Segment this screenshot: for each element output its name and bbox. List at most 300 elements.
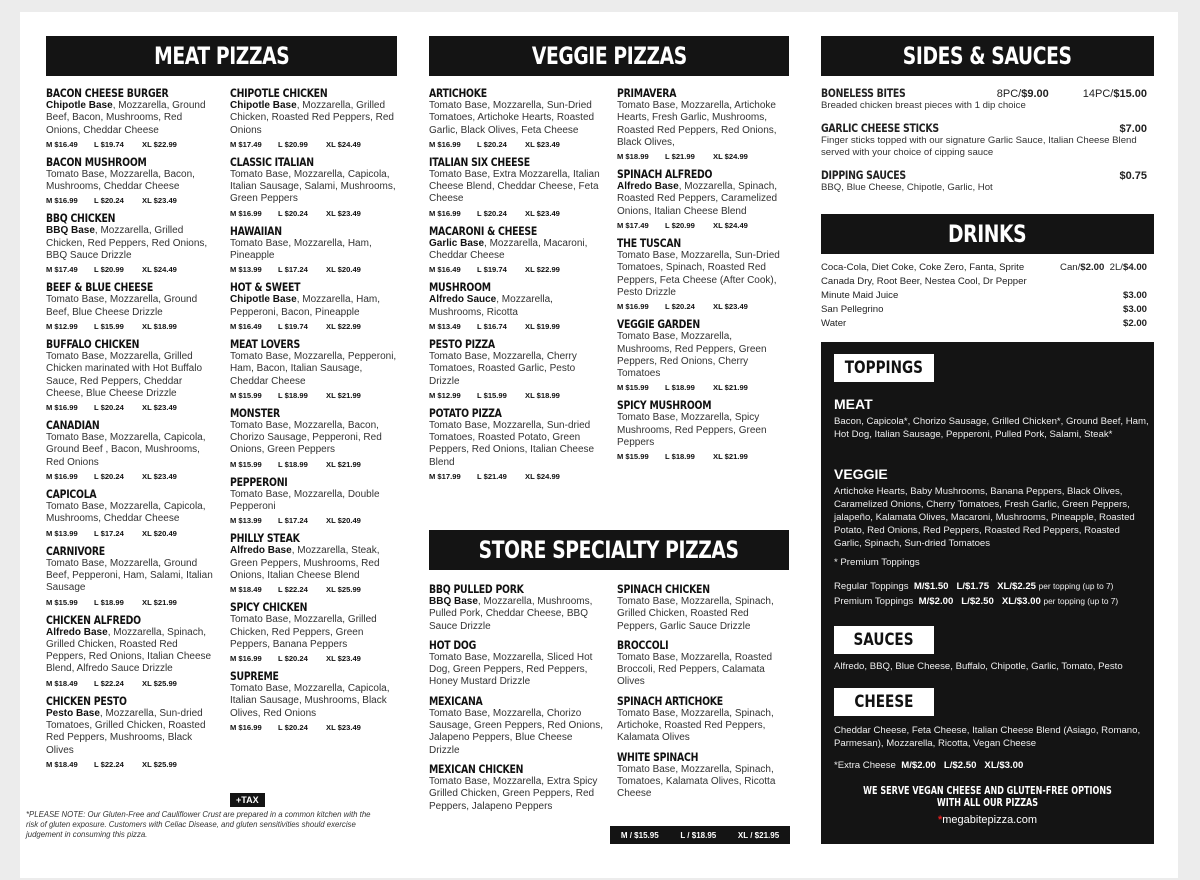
pizza-ingredients: , Mozzarella, Ham, Pepperoni, Bacon, Pineapple [230,294,381,318]
pizza-description [429,708,605,757]
pizza-prices [230,516,398,526]
veggie-pizza-list-left [429,86,605,487]
meat-toppings-title: MEAT [834,396,873,412]
pizza-name: MEXICANA [429,693,483,708]
pizza-description [46,225,218,262]
tax-badge: +TAX [230,793,265,807]
pizza-ingredients: Tomato Base, Mozzarella, Spicy Mushrooms, Red Peppers, Green Peppers [617,412,767,449]
pizza-ingredients: , Mozzarella, Mushrooms, Pulled Pork, Cheddar Cheese, BBQ Sauce Drizzle [429,596,593,632]
pizza-description [230,545,398,582]
pizza-base: Alfredo Base [230,545,292,557]
pizza-ingredients: Tomato Base, Mozzarella, Spinach, Tomatoes, Kalamata Olives, Ricotta Cheese [617,763,776,800]
pizza-prices [230,654,398,664]
pizza-description [617,412,789,449]
price-l: L $19.74 [477,265,507,275]
pizza-prices [617,302,789,312]
pizza-prices [46,472,218,482]
pizza-description [429,294,605,319]
pizza-description [617,331,789,380]
pizza-name: PESTO PIZZA [429,336,495,351]
pizza-prices [46,760,218,770]
price-l: L $22.24 [94,678,124,688]
pizza-base: Pesto Base [46,707,100,719]
pizza-item [429,406,605,482]
pizza-prices [230,460,398,470]
pizza-ingredients: , Mozzarella, Spinach, Roasted Red Peppers, Caramelized Onions, Italian Cheese Blend [617,181,778,217]
pizza-description [230,294,398,319]
price-l: L $18.99 [278,459,308,469]
price-l: L $18.99 [665,383,695,393]
toppings-panel [821,342,1154,844]
price-m: M $16.99 [46,196,78,206]
pizza-prices [230,391,398,401]
side-desc: BBQ, Blue Cheese, Chipotle, Garlic, Hot [821,182,993,193]
pizza-prices [46,140,218,150]
price-m: M $18.99 [617,152,649,162]
pizza-base: Alfredo Base [617,181,679,193]
price-m: M $17.49 [617,221,649,231]
pizza-description [429,420,605,469]
pizza-description [429,776,605,813]
pizza-ingredients: Tomato Base, Mozzarella, Sun-Dried Tomatoes, Artichoke Hearts, Roasted Garlic, Black Olives, Feta Cheese [429,100,595,136]
pizza-ingredients: , Mozzarella, Grilled Chicken, Red Peppers, Red Onions, BBQ Sauce Drizzle [46,225,208,262]
pizza-item [429,337,605,401]
veggie-pizzas-header: VEGGIE PIZZAS [429,36,789,76]
price-m: M $17.49 [46,265,78,275]
pizza-name: BBQ CHICKEN [46,211,116,226]
pizza-description [46,558,218,595]
pizza-item [46,694,218,770]
pizza-description [46,627,218,676]
pizza-ingredients: , Mozzarella, Sun-dried Tomatoes, Grilled Chicken, Roasted Red Peppers, Mushrooms, Black Olives [46,707,206,756]
price-m: M $16.99 [429,208,461,218]
cheese-list: Cheddar Cheese, Feta Cheese, Italian Cheese Blend (Asiago, Romano, Parmesan), Mozzarella, Ricotta, Vegan Cheese [834,725,1141,749]
gluten-note: *PLEASE NOTE: Our Gluten-Free and Cauliflower Crust are prepared in a common kitchen with the risk of gluten exposure. Customers with Celiac Disease, and gluten sensitivities should exercise judgement in consuming this pizza. [26,810,371,839]
pizza-name: CARNIVORE [46,543,105,558]
veggie-toppings-title: VEGGIE [834,466,888,482]
side-desc: Finger sticks topped with our signature Garlic Sauce, Italian Cheese Blend served with your choice of cipping sauce [821,135,1137,158]
pizza-base: BBQ Base [429,596,478,607]
pizza-ingredients: , Mozzarella, Mushrooms, Ricotta [429,294,553,318]
price-xl: XL $20.49 [326,516,361,526]
pizza-ingredients: Tomato Base, Mozzarella, Sun-dried Tomatoes, Roasted Potato, Green Peppers, Red Onions, Italian Cheese Blend [429,419,595,468]
price-m: M $13.49 [429,321,461,331]
drinks-header: DRINKS [821,214,1154,254]
pizza-ingredients: Tomato Base, Mozzarella, Capicola, Ground Beef , Bacon, Mushrooms, Red Onions [46,432,206,468]
pizza-item [230,475,398,527]
pizza-ingredients: Tomato Base, Mozzarella, Grilled Chicken marinated with Hot Buffalo Sauce, Red Peppers, Cheddar Cheese, Blue Cheese Drizzle [46,350,203,399]
price-xl: XL $22.99 [326,321,361,331]
price-m: M $15.99 [46,597,78,607]
price-m: M $16.99 [429,139,461,149]
price-m: M $16.99 [230,723,262,733]
price-m: M $13.99 [46,528,78,538]
meat-pizzas-header: MEAT PIZZAS [46,36,397,76]
sides-sauces-header: SIDES & SAUCES [821,36,1154,76]
price-l: L $15.99 [477,390,507,400]
pizza-description [429,652,605,689]
pizza-ingredients: Tomato Base, Mozzarella, Double Pepperoni [230,488,380,513]
pizza-ingredients: , Mozzarella, Macaroni, Cheddar Cheese [429,237,588,262]
drink-item: Minute Maid Juice $3.00 [821,290,1147,301]
pizza-prices [46,265,218,275]
price-xl: XL $23.49 [326,654,361,664]
pizza-description [617,100,789,149]
pizza-description [230,683,398,720]
pizza-name: THE TUSCAN [617,236,681,251]
price-xl: XL $24.99 [713,152,748,162]
pizza-prices [429,209,605,219]
pizza-ingredients: Tomato Base, Mozzarella, Cherry Tomatoes, Roasted Garlic, Pesto Drizzle [429,350,577,387]
price-xl: XL $21.99 [713,383,748,393]
pizza-name: MEXICAN CHICKEN [429,761,524,776]
price-m: M $18.49 [230,585,262,595]
pizza-ingredients: Tomato Base, Mozzarella, Chorizo Sausage, Green Peppers, Red Onions, Jalapeno Peppers, Blue Cheese Drizzle [429,707,603,756]
price-l: L $22.24 [94,759,124,769]
price-xl: XL $23.49 [326,723,361,733]
pizza-item [230,669,398,733]
pizza-item [230,224,398,276]
pizza-ingredients: Tomato Base, Mozzarella, Ground Beef, Pepperoni, Ham, Salami, Italian Sausage [46,557,213,594]
pizza-name: MUSHROOM [429,280,491,295]
pizza-ingredients: Tomato Base, Mozzarella, Grilled Chicken, Red Peppers, Green Peppers, Banana Peppers [230,614,377,650]
pizza-item [617,398,789,462]
price-l: L $20.99 [278,139,308,149]
pizza-item [429,155,605,219]
pizza-description [617,708,789,745]
veggie-pizza-list-right [617,86,789,467]
pizza-item [230,280,398,332]
pizza-name: BACON MUSHROOM [46,154,147,169]
pizza-ingredients: Tomato Base, Mozzarella, Spinach, Artichoke, Roasted Red Peppers, Kalamata Olives [617,707,774,744]
pizza-item [230,155,398,219]
pizza-prices [230,140,398,150]
price-l: L $21.99 [665,152,695,162]
pizza-item [429,694,605,757]
pizza-name: ITALIAN SIX CHEESE [429,154,530,169]
pizza-item [230,86,398,150]
premium-topping-prices: Premium Toppings M/$2.00 L/$2.50 XL/$3.00 per topping (up to 7) [834,596,1119,607]
pizza-description [429,596,605,633]
price-l: L $17.24 [278,516,308,526]
price-l: L $20.24 [94,196,124,206]
pizza-name: BROCCOLI [617,637,669,652]
pizza-name: SPICY CHICKEN [230,600,308,615]
pizza-description [46,432,218,469]
pizza-description [230,169,398,206]
pizza-name: POTATO PIZZA [429,405,502,420]
price-xl: XL $23.49 [142,472,177,482]
pizza-ingredients: Tomato Base, Mozzarella, Ham, Pineapple [230,237,372,262]
pizza-item [429,582,605,633]
sauces-list: Alfredo, BBQ, Blue Cheese, Buffalo, Chipotle, Garlic, Tomato, Pesto [834,661,1123,672]
pizza-item [46,86,218,150]
price-l: L $19.74 [278,321,308,331]
price-l: L $20.99 [665,221,695,231]
pizza-ingredients: Tomato Base, Mozzarella, Sliced Hot Dog, Green Peppers, Red Peppers, Honey Mustard Drizzle [429,651,593,688]
price-l: L $18.99 [278,390,308,400]
price-l: L $20.24 [278,654,308,664]
pizza-name: SPICY MUSHROOM [617,398,712,413]
price-xl: XL $23.49 [142,196,177,206]
price-l: L $15.99 [94,321,124,331]
pizza-name: SPINACH ALFREDO [617,167,713,182]
price-l: L $20.24 [278,208,308,218]
pizza-base: Chipotle Base [230,100,297,111]
pizza-description [46,294,218,319]
pizza-name: SPINACH ARTICHOKE [617,693,723,708]
pizza-description [230,100,398,137]
drink-item: San Pellegrino $3.00 [821,304,1147,315]
website[interactable]: *megabitepizza.com [937,814,1038,826]
side-dipping-sauces [821,168,1147,194]
drink-item: Water $2.00 [821,318,1147,329]
pizza-item [429,638,605,689]
price-xl: XL $21.99 [326,390,361,400]
price-l: L $18.99 [665,452,695,462]
price-l: L $20.24 [278,723,308,733]
price-m: M $16.99 [617,302,649,312]
pizza-description [429,100,605,137]
pizza-base: Chipotle Base [46,100,113,111]
pizza-ingredients: , Mozzarella, Spinach, Grilled Chicken, Roasted Red Peppers, Red Onions, Italian Cheese Blend, Alfredo Sauce Drizzle [46,626,212,675]
pizza-description [230,614,398,651]
pizza-prices [230,322,398,332]
pizza-name: MONSTER [230,405,281,420]
pizza-item [617,167,789,231]
price-l: L $20.99 [94,265,124,275]
pizza-name: CLASSIC ITALIAN [230,154,314,169]
pizza-item [46,487,218,539]
pizza-item [46,544,218,608]
pizza-name: VEGGIE GARDEN [617,317,700,332]
price-l: L $16.74 [477,321,507,331]
specialty-price-l: L / $18.95 [680,830,717,840]
vegan-note: WE SERVE VEGAN CHEESE AND GLUTEN-FREE OPTIONS WITH ALL OUR PIZZAS [863,785,1112,809]
side-name: GARLIC CHEESE STICKS [821,121,939,135]
price-m: M $12.99 [46,321,78,331]
veggie-toppings-list: Artichoke Hearts, Baby Mushrooms, Banana Peppers, Black Olives, Caramelized Onions, Cherry Tomatoes, Fresh Garlic, Green Peppers, jalapeño, Kalamata Olives, Macaroni, Mushrooms, Pineapple, Roasted Potato, Red Onions, Red Peppers, Roasted Red Peppers, Roasted Garlic, Spinach, Sun-dried Tomatoes [834,486,1135,549]
pizza-ingredients: Tomato Base, Mozzarella, Capicola, Italian Sausage, Mushrooms, Black Olives, Red Onions [230,683,390,719]
pizza-item [230,531,398,595]
price-l: L $17.24 [278,265,308,275]
pizza-item [46,211,218,275]
pizza-ingredients: Tomato Base, Mozzarella, Spinach, Grilled Chicken, Roasted Red Peppers, Garlic Sauce Drizzle [617,596,774,632]
price-m: M $12.99 [429,390,461,400]
pizza-description [46,100,218,137]
pizza-description [46,501,218,526]
pizza-prices [230,209,398,219]
pizza-item [617,317,789,393]
pizza-base: Alfredo Sauce [429,294,497,306]
price-l: L $22.24 [278,585,308,595]
pizza-name: HOT DOG [429,637,477,652]
price-m: M $18.49 [46,759,78,769]
price-xl: XL $21.99 [713,452,748,462]
pizza-description [230,420,398,457]
pizza-description [617,250,789,299]
pizza-item [617,236,789,312]
pizza-prices [617,152,789,162]
pizza-ingredients: Tomato Base, Mozzarella, Artichoke Hearts, Fresh Garlic, Mushrooms, Roasted Red Peppers, Red Onions, Black Olives, [617,100,777,148]
pizza-description [230,238,398,263]
price-xl: XL $18.99 [525,390,560,400]
pizza-item [617,638,789,689]
pizza-item [617,694,789,745]
pizza-item [230,600,398,664]
price-xl: XL $20.49 [142,528,177,538]
pizza-description [617,652,789,689]
regular-topping-prices: Regular Toppings M/$1.50 L/$1.75 XL/$2.25 per topping (up to 7) [834,581,1114,592]
specialty-price-m: M / $15.95 [620,830,659,840]
price-l: L $21.49 [477,472,507,482]
pizza-name: CHIPOTLE CHICKEN [230,86,328,100]
specialty-pizzas-header: STORE SPECIALTY PIZZAS [429,530,789,570]
pizza-name: CANADIAN [46,418,100,433]
pizza-name: BACON CHEESE BURGER [46,86,169,100]
pizza-item [617,582,789,633]
pizza-item [46,418,218,482]
pizza-name: HAWAIIAN [230,223,282,238]
pizza-description [429,169,605,206]
pizza-prices [230,585,398,595]
pizza-description [617,181,789,218]
pizza-name: MACARONI & CHEESE [429,223,538,238]
pizza-item [429,280,605,332]
side-garlic-cheese-sticks [821,121,1147,159]
pizza-ingredients: Tomato Base, Mozzarella, Bacon, Chorizo Sausage, Pepperoni, Red Onions, Green Peppers [230,419,382,456]
price-xl: XL $24.49 [713,221,748,231]
price-m: M $16.99 [46,472,78,482]
pizza-base: Chipotle Base [230,294,297,306]
pizza-ingredients: Tomato Base, Mozzarella, Roasted Broccoli, Red Peppers, Calamata Olives [617,651,773,688]
pizza-prices [617,383,789,393]
pizza-ingredients: Tomato Base, Mozzarella, Extra Spicy Grilled Chicken, Green Peppers, Red Peppers, Jalapeno Peppers [429,775,598,812]
boneless-price-14pc: 14PC/$15.00 [1082,88,1147,100]
pizza-item [46,155,218,207]
pizza-prices [46,403,218,413]
price-xl: XL $23.49 [142,403,177,413]
pizza-item [230,406,398,470]
pizza-description [617,596,789,633]
pizza-name: CHICKEN ALFREDO [46,612,141,627]
pizza-description [429,351,605,388]
pizza-ingredients: , Mozzarella, Grilled Chicken, Roasted Red Peppers, Red Onions [230,100,394,136]
pizza-prices [230,265,398,275]
meat-toppings-list: Bacon, Capicola*, Chorizo Sausage, Grilled Chicken*, Ground Beef, Ham, Hot Dog, Italian Sausage, Pepperoni, Pulled Pork, Salami, Steak* [834,416,1149,440]
pizza-ingredients: Tomato Base, Mozzarella, Pepperoni, Ham, Bacon, Italian Sausage, Cheddar Cheese [230,350,397,387]
price-m: M $15.99 [617,452,649,462]
price-xl: XL $25.99 [326,585,361,595]
price-xl: XL $24.99 [525,472,560,482]
price-xl: XL $23.49 [525,139,560,149]
price-l: L $20.24 [94,403,124,413]
pizza-prices [429,391,605,401]
premium-note: * Premium Toppings [834,557,920,568]
pizza-item [46,337,218,413]
pizza-prices [46,598,218,608]
cheese-title: CHEESE [834,688,934,716]
pizza-prices [46,322,218,332]
price-xl: XL $21.99 [142,597,177,607]
meat-pizza-list-right [230,86,398,738]
pizza-name: PRIMAVERA [617,86,677,100]
price-m: M $13.99 [230,265,262,275]
side-price: $0.75 [1119,170,1147,182]
pizza-ingredients: Tomato Base, Mozzarella, Mushrooms, Red Peppers, Green Peppers, Red Onions, Cherry Tomatoes [617,331,767,380]
pizza-ingredients: Tomato Base, Extra Mozzarella, Italian Cheese Blend, Cheddar Cheese, Feta Cheese [429,168,600,205]
pizza-ingredients: , Mozzarella, Ground Beef, Bacon, Mushrooms, Red Onions, Cheddar Cheese [46,100,206,136]
price-m: M $15.99 [617,383,649,393]
pizza-item [46,613,218,689]
price-l: L $20.24 [94,472,124,482]
side-name: DIPPING SAUCES [821,168,906,182]
pizza-ingredients: Tomato Base, Mozzarella, Ground Beef, Blue Cheese Drizzle [46,294,198,318]
extra-cheese-prices: *Extra Cheese M/$2.00 L/$2.50 XL/$3.00 [834,760,1024,771]
pizza-name: CHICKEN PESTO [46,693,127,708]
pizza-prices [46,196,218,206]
price-m: M $15.99 [230,390,262,400]
price-l: L $17.24 [94,528,124,538]
price-xl: XL $18.99 [142,321,177,331]
pizza-base: BBQ Base [46,225,95,237]
price-xl: XL $19.99 [525,321,560,331]
price-m: M $16.99 [230,208,262,218]
pizza-description [230,489,398,514]
price-xl: XL $23.49 [326,208,361,218]
pizza-name: BUFFALO CHICKEN [46,336,140,351]
pizza-base: Garlic Base [429,237,485,249]
pizza-prices [617,221,789,231]
price-m: M $17.49 [230,139,262,149]
pizza-prices [230,723,398,733]
specialty-pizza-list-left [429,582,605,818]
price-xl: XL $22.99 [525,265,560,275]
pizza-description [46,351,218,400]
toppings-title: TOPPINGS [834,354,934,382]
pizza-description [46,708,218,757]
sauces-title: SAUCES [834,626,934,654]
side-price: $7.00 [1119,123,1147,135]
pizza-prices [617,452,789,462]
pizza-name: BBQ PULLED PORK [429,582,524,596]
pizza-item [429,86,605,150]
pizza-name: HOT & SWEET [230,280,301,295]
pizza-name: MEAT LOVERS [230,336,300,351]
pizza-prices [429,322,605,332]
boneless-price-8pc: 8PC/$9.00 [996,88,1049,100]
pizza-ingredients: Tomato Base, Mozzarella, Bacon, Mushrooms, Cheddar Cheese [46,168,195,193]
pizza-description [230,351,398,388]
pizza-name: CAPICOLA [46,487,97,502]
price-l: L $20.24 [665,302,695,312]
pizza-ingredients: Tomato Base, Mozzarella, Capicola, Mushrooms, Cheddar Cheese [46,501,206,525]
price-m: M $15.99 [230,459,262,469]
pizza-description [429,238,605,263]
price-l: L $20.24 [477,139,507,149]
price-l: L $18.99 [94,597,124,607]
pizza-prices [46,529,218,539]
price-m: M $17.99 [429,472,461,482]
price-xl: XL $20.49 [326,265,361,275]
price-m: M $16.49 [429,265,461,275]
price-xl: XL $23.49 [713,302,748,312]
price-m: M $16.99 [46,403,78,413]
side-desc: Breaded chicken breast pieces with 1 dip choice [821,100,1026,111]
price-m: M $13.99 [230,516,262,526]
pizza-description [46,169,218,194]
soda-row: Coca-Cola, Diet Coke, Coke Zero, Fanta, Sprite Can/$2.00 2L/$4.00 [821,262,1147,273]
